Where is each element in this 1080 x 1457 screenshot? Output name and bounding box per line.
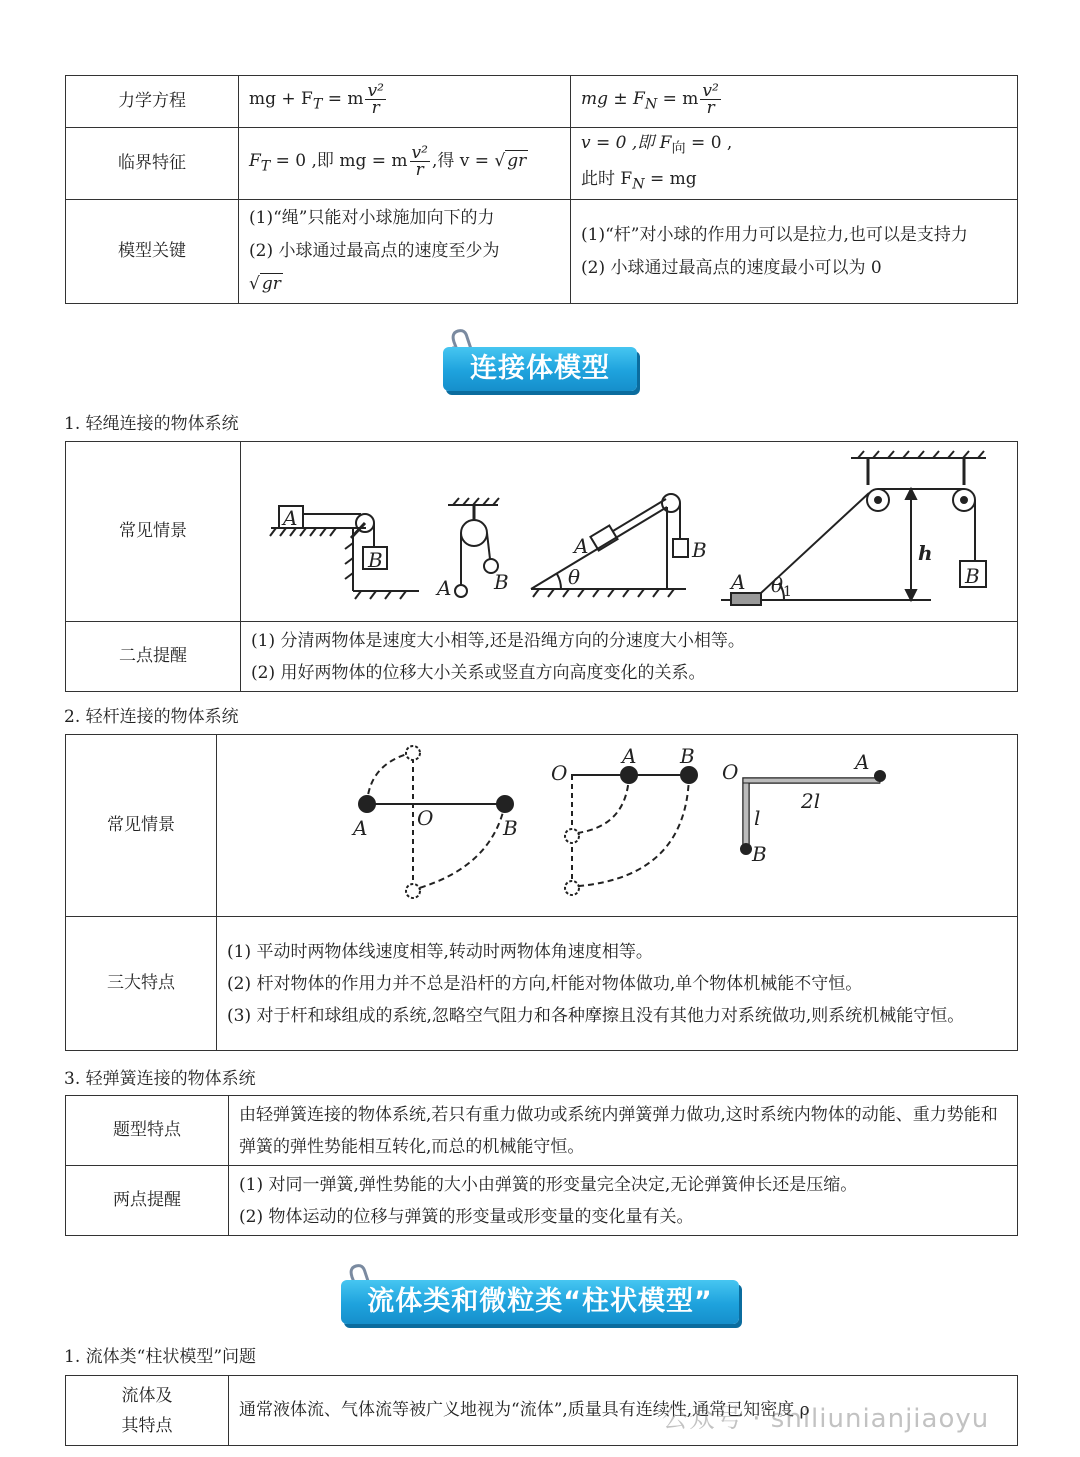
block-a [590, 525, 617, 550]
table-row [66, 917, 1018, 1051]
label-o: O [417, 805, 434, 830]
section-title: 2. 轻杆连接的物体系统 [64, 707, 239, 727]
label-b: B [368, 547, 383, 572]
row-label: 力学方程 [66, 76, 239, 128]
ball-a [455, 585, 467, 597]
label-b: B [503, 815, 518, 840]
row-label: 临界特征 [66, 128, 239, 200]
section-title: 1. 流体类“柱状模型”问题 [64, 1347, 257, 1367]
ball-b [741, 844, 751, 854]
rod-diagrams [217, 736, 1016, 916]
row-label: 题型特点 [66, 1096, 229, 1166]
label-o: O [722, 759, 739, 784]
table-row [66, 76, 1018, 128]
rope-equation: mg + $F_T = m$ $\frac{\text{v²}}{r}$ [239, 76, 571, 128]
ball-a [621, 767, 637, 783]
rope-system-table [65, 441, 1018, 692]
ball-ghost [406, 884, 420, 898]
label-h: h [918, 540, 933, 565]
tips: (1) 对同一弹簧,弹性势能的大小由弹簧的形变量完全决定,无论弹簧伸长还是压缩。 (2) 物体运动的位移与弹簧的形变量或形变量的变化量有关。 [229, 1166, 1018, 1236]
table-row [66, 1096, 1018, 1166]
row-label: 常见情景 [66, 735, 217, 917]
table-row [66, 735, 1018, 917]
label-a: A [855, 749, 870, 774]
block-b [673, 539, 688, 557]
rope-key: (1)“绳”只能对小球施加向下的力 (2) 小球通过最高点的速度至少为 √ gr [239, 200, 571, 304]
rod-key: (1)“杆”对小球的作用力可以是拉力,也可以是支持力 (2) 小球通过最高点的速度最小可以为 0 [571, 200, 1018, 304]
label-a: A [437, 575, 452, 600]
row-label: 两点提醒 [66, 1166, 229, 1236]
ball-ghost [406, 746, 420, 760]
ball-b [497, 796, 513, 812]
row-label: 二点提醒 [66, 622, 241, 692]
label-l: l [754, 805, 761, 830]
rod-system-table [65, 734, 1018, 1051]
section-banner-connected-body: 连接体模型 [443, 347, 637, 391]
table-row [66, 1166, 1018, 1236]
row-label: 常见情景 [66, 442, 241, 622]
table-row [66, 200, 1018, 304]
row-label: 三大特点 [66, 917, 217, 1051]
label-a: A [574, 533, 589, 558]
tips: (1) 分清两物体是速度大小相等,还是沿绳方向的分速度大小相等。 (2) 用好两物体的位移大小关系或竖直方向高度变化的关系。 [241, 622, 1018, 692]
label-theta: θ [568, 564, 581, 589]
fraction: $\frac{\text{v²}}{r}$ [411, 142, 428, 180]
rod-critical: v = 0 ,即 $F_向 = 0$ , 此时 $F_N$ = mg [571, 128, 1018, 200]
label-b: B [752, 841, 767, 866]
rope-figures [241, 442, 1018, 622]
watermark: 公众号 · shiliunianjiaoyu [662, 1404, 990, 1434]
label-o: O [551, 760, 568, 785]
rope-critical: $F_T = 0$ ,即 mg = m $\frac{\text{v²}}{r}$ ,得 v = √ gr [239, 128, 571, 200]
block-a [731, 593, 761, 605]
label-a: A [283, 505, 298, 530]
label-2l: 2l [801, 788, 821, 813]
label-a: A [622, 743, 637, 768]
spring-system-table [65, 1095, 1018, 1236]
section-title: 1. 轻绳连接的物体系统 [64, 414, 239, 434]
ball-ghost [565, 829, 579, 843]
rod-equation: mg ± $F_N = m$ $\frac{\text{v²}}{r}$ [571, 76, 1018, 128]
table-row [66, 622, 1018, 692]
label-a: A [731, 569, 746, 594]
ball-ghost [565, 881, 579, 895]
pulley [662, 494, 680, 512]
row-text: 通常液体流、气体流等被广义地视为“流体”,质量具有连续性,通常已知密度 ρ [229, 1376, 1018, 1446]
pulley [461, 520, 487, 546]
table-row [66, 128, 1018, 200]
row-text: 由轻弹簧连接的物体系统,若只有重力做功或系统内弹簧弹力做功,这时系统内物体的动能、重力势能和弹簧的弹性势能相互转化,而总的机械能守恒。 [229, 1096, 1018, 1166]
ball-b [681, 767, 697, 783]
fraction: $\frac{\text{v²}}{r}$ [367, 80, 384, 118]
label-theta1: $\theta_1$ [771, 572, 792, 600]
label-b: B [965, 563, 980, 588]
section-banner-fluid-column: 流体类和微粒类“柱状模型” [341, 1280, 739, 1324]
label-a: A [353, 815, 368, 840]
table-row [66, 442, 1018, 622]
rod-figures [217, 735, 1018, 917]
fraction: $\frac{\text{v²}}{r}$ [702, 80, 719, 118]
tips: (1) 平动时两物体线速度相等,转动时两物体角速度相等。 (2) 杆对物体的作用力并不总是沿杆的方向,杆能对物体做功,单个物体机械能不守恒。 (3) 对于杆和球组成的系统,忽略空气阻力和各种摩擦且没有其他力对系统做功,则系统机械能守恒。 [217, 917, 1018, 1051]
section-title: 3. 轻弹簧连接的物体系统 [64, 1069, 256, 1089]
ground-hatch [270, 528, 336, 536]
label-b: B [680, 743, 695, 768]
row-label: 模型关键 [66, 200, 239, 304]
ball-a [359, 796, 375, 812]
label-b: B [494, 569, 509, 594]
rope-diagrams [241, 443, 1016, 621]
circle-model-table [65, 75, 1018, 304]
label-b: B [692, 537, 707, 562]
ball-a [875, 771, 885, 781]
row-label: 流体及 其特点 [66, 1376, 229, 1446]
